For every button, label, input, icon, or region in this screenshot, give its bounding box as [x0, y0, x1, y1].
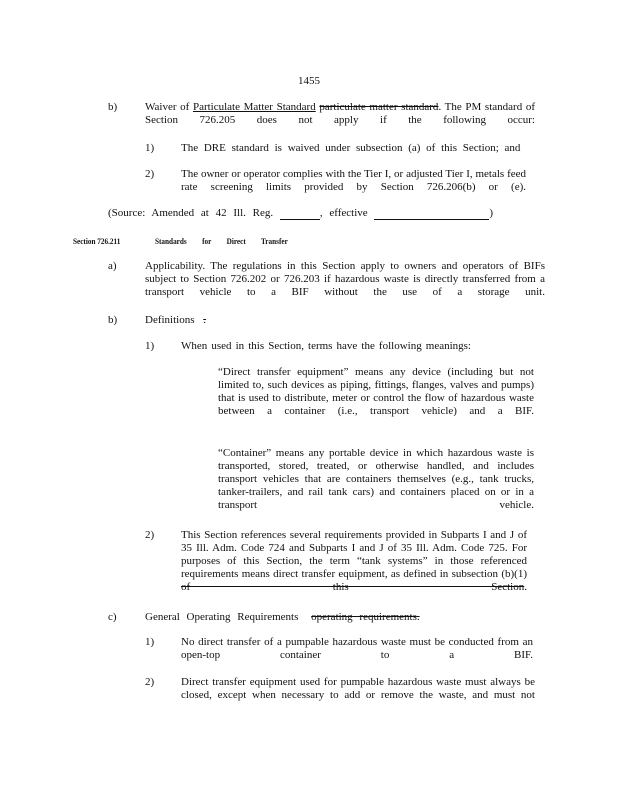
definitions-item-1-label: 1) — [145, 340, 155, 352]
source-text-2: , effective — [319, 207, 368, 219]
date-blank — [374, 208, 489, 220]
general-item-1-label: 1) — [145, 636, 155, 648]
definitions-item-2-text — [181, 529, 527, 594]
general-item-2-text: Direct transfer equipment used for pumpable hazardous waste must always be closed, except when necessary to add or remove the waste, and must not — [181, 676, 535, 701]
reg-blank — [280, 208, 320, 220]
waiver-paragraph — [145, 101, 535, 127]
section-title: Standards for Direct Transfer — [155, 236, 288, 246]
waiver-item-2-label: 2) — [145, 168, 155, 180]
waiver-item-1-t2: of this Section — [426, 142, 496, 154]
waiver-inserted: Particulate Matter Standard — [192, 101, 316, 113]
applicability-text: Applicability. The regulations in this Section apply to owners and operators of BIFs subject to Section 726.202 or 726.203 if hazardous waste is directly transferred from a transport vehicle to a BIF without the use of a storage unit. — [145, 260, 545, 298]
page-number: 1455 — [298, 75, 320, 87]
source-text-1: (Source: Amended at 42 Ill. Reg. — [108, 207, 274, 219]
waiver-text-2: . The PM standard of Section 726.205 does not apply if the following occur: — [145, 101, 536, 126]
definition-container: “Container” means any portable device in which hazardous waste is transported, stored, treated, or otherwise handled, and includes transport vehicles that are containers themselves (e.g., tank trucks, tanker-trailers, and rail tank cars) and containers placed on or in a transport vehicle. — [218, 447, 534, 511]
general-deleted-mark: . — [416, 611, 420, 623]
section-label: Section 726.211 — [73, 236, 121, 246]
definitions-item-2-t3: . — [524, 581, 527, 593]
definitions-item-2-deleted: of this Section — [181, 581, 525, 593]
applicability-label: a) — [108, 260, 117, 272]
definitions-item-2-label: 2) — [145, 529, 155, 541]
waiver-item-2-text: The owner or operator complies with the Tier I, or adjusted Tier I, metals feed rate screening limits provided by Section 726.206(b) or (e). — [181, 168, 526, 193]
general-item-2-label: 2) — [145, 676, 155, 688]
general-label: c) — [108, 611, 117, 623]
general-deleted: operating requirements — [311, 611, 417, 623]
waiver-item-1-t3: ; and — [495, 142, 521, 154]
waiver-item-1-t1: The DRE standard is waived under subsection (a) — [181, 142, 421, 154]
general-heading — [145, 611, 420, 624]
definitions-item-1-text: When used in this Section, terms have the following meanings: — [181, 340, 471, 352]
waiver-label: b) — [108, 101, 118, 113]
waiver-item-1-text — [181, 142, 536, 155]
definitions-title: Definitions — [145, 314, 195, 326]
source-text-3: ) — [489, 207, 494, 219]
definitions-mark: . — [203, 314, 206, 326]
general-inserted: General Operating Requirements — [145, 611, 299, 623]
definitions-item-2-t1: This Section references several requirements provided in Subparts I and J of 35 Ill. Adm. Code 724 and Subparts I and J of 35 Ill. Adm. Code 725. For purposes of this Section, the term “tank systems” in those referenced requirements means direct transfer equipment, as defined in subsection (b)(1) — [181, 529, 527, 580]
waiver-deleted: particulate matter standard — [319, 101, 439, 113]
general-item-1-text: No direct transfer of a pumpable hazardous waste must be conducted from an open-top container to a BIF. — [181, 636, 533, 661]
definitions-heading — [145, 314, 206, 327]
definitions-label: b) — [108, 314, 118, 326]
definition-direct-transfer: “Direct transfer equipment” means any device (including but not limited to, such devices as piping, fittings, flanges, valves and pumps) that is used to distribute, meter or control the flow of hazardous waste between a container (i.e., transport vehicle) and a BIF. — [218, 366, 534, 417]
source-note — [108, 207, 493, 220]
waiver-item-1-label: 1) — [145, 142, 155, 154]
waiver-text-1: Waiver of — [145, 101, 193, 113]
